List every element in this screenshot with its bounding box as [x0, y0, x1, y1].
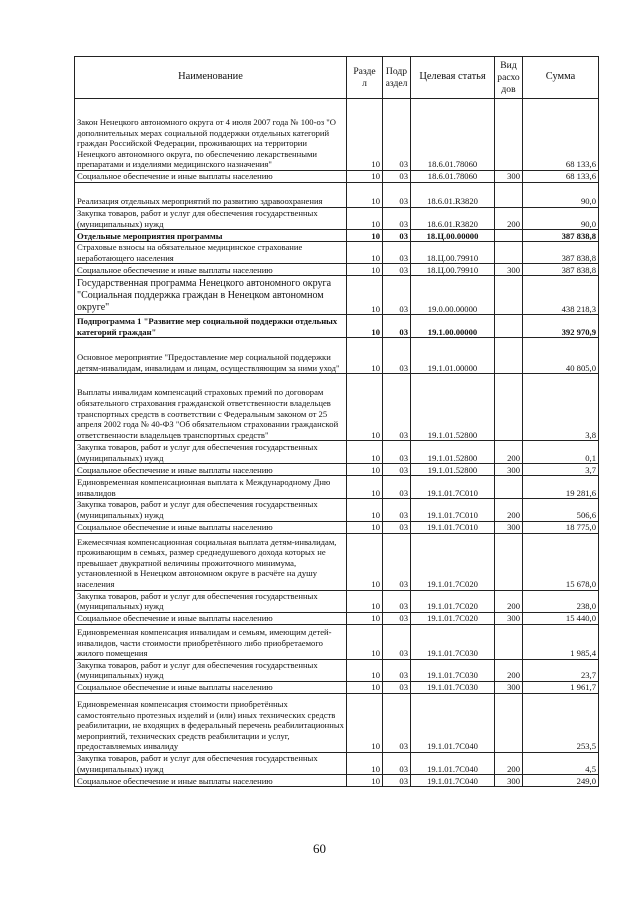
row-name: Страховые взносы на обязательное медицинское страхование неработающего населения	[75, 242, 347, 264]
row-section: 10	[347, 441, 383, 464]
table-row	[75, 752, 599, 774]
row-expense-type	[495, 374, 523, 441]
row-target-article: 19.1.01.7С020	[411, 612, 495, 624]
row-section: 10	[347, 183, 383, 208]
row-expense-type: 300	[495, 264, 523, 276]
row-section: 10	[347, 775, 383, 787]
row-sum: 506,6	[523, 499, 599, 521]
row-sum: 15 440,0	[523, 612, 599, 624]
row-name: Государственная программа Ненецкого автономного округа "Социальная поддержка граждан в Ненецком автономном округе"	[75, 276, 347, 315]
row-sum: 68 133,6	[523, 99, 599, 171]
row-subsection: 03	[383, 276, 411, 315]
row-subsection: 03	[383, 612, 411, 624]
row-subsection: 03	[383, 230, 411, 242]
row-expense-type	[495, 693, 523, 752]
row-section: 10	[347, 659, 383, 681]
row-sum: 1 961,7	[523, 681, 599, 693]
row-expense-type	[495, 242, 523, 264]
header-target-article: Целевая статья	[411, 57, 495, 99]
row-section: 10	[347, 499, 383, 521]
row-expense-type: 300	[495, 775, 523, 787]
row-name: Социальное обеспечение и иные выплаты населению	[75, 612, 347, 624]
row-target-article: 19.1.01.7С010	[411, 476, 495, 499]
table-row	[75, 775, 599, 787]
row-expense-type	[495, 315, 523, 338]
row-subsection: 03	[383, 521, 411, 533]
row-expense-type	[495, 230, 523, 242]
row-section: 10	[347, 242, 383, 264]
row-section: 10	[347, 99, 383, 171]
row-subsection: 03	[383, 441, 411, 464]
row-target-article: 19.1.01.7С030	[411, 681, 495, 693]
header-sum: Сумма	[523, 57, 599, 99]
table-row	[75, 338, 599, 374]
table-row	[75, 533, 599, 590]
header-expense-type: Вид расхо дов	[495, 57, 523, 99]
row-name: Социальное обеспечение и иные выплаты населению	[75, 521, 347, 533]
header-name: Наименование	[75, 57, 347, 99]
row-sum: 3,8	[523, 374, 599, 441]
row-subsection: 03	[383, 338, 411, 374]
row-subsection: 03	[383, 476, 411, 499]
table-row	[75, 681, 599, 693]
row-name: Социальное обеспечение и иные выплаты населению	[75, 775, 347, 787]
row-section: 10	[347, 276, 383, 315]
row-target-article: 18.6.01.78060	[411, 99, 495, 171]
table-row	[75, 590, 599, 612]
row-section: 10	[347, 338, 383, 374]
row-target-article: 19.1.01.52800	[411, 441, 495, 464]
row-section: 10	[347, 693, 383, 752]
budget-table	[74, 56, 599, 787]
row-subsection: 03	[383, 464, 411, 476]
row-target-article: 18.Ц.00.79910	[411, 242, 495, 264]
row-section: 10	[347, 590, 383, 612]
row-name: Единовременная компенсационная выплата к Международному Дню инвалидов	[75, 476, 347, 499]
row-sum: 18 775,0	[523, 521, 599, 533]
row-sum: 387 838,8	[523, 264, 599, 276]
table-row	[75, 464, 599, 476]
row-section: 10	[347, 533, 383, 590]
budget-table-container	[74, 56, 599, 787]
row-subsection: 03	[383, 208, 411, 230]
row-subsection: 03	[383, 171, 411, 183]
row-expense-type: 200	[495, 441, 523, 464]
row-subsection: 03	[383, 533, 411, 590]
row-name: Выплаты инвалидам компенсаций страховых премий по договорам обязательного страхования гражданской ответственности владельцев транспортных средств в соответствии с Федеральным законом от 25 апреля 2002 года № 40-ФЗ "Об обязательном страховании гражданской ответственности владельцев транспортных средств"	[75, 374, 347, 441]
header-subsection: Подр аздел	[383, 57, 411, 99]
row-target-article: 19.1.01.7С040	[411, 693, 495, 752]
row-target-article: 19.1.01.7С040	[411, 775, 495, 787]
row-subsection: 03	[383, 183, 411, 208]
row-expense-type: 300	[495, 612, 523, 624]
row-expense-type: 200	[495, 590, 523, 612]
row-sum: 1 985,4	[523, 624, 599, 659]
row-section: 10	[347, 374, 383, 441]
row-subsection: 03	[383, 242, 411, 264]
table-row	[75, 230, 599, 242]
table-row	[75, 693, 599, 752]
row-target-article: 19.1.00.00000	[411, 315, 495, 338]
row-sum: 0,1	[523, 441, 599, 464]
row-sum: 253,5	[523, 693, 599, 752]
row-subsection: 03	[383, 752, 411, 774]
row-expense-type: 200	[495, 659, 523, 681]
row-sum: 19 281,6	[523, 476, 599, 499]
row-subsection: 03	[383, 374, 411, 441]
table-body	[75, 99, 599, 787]
row-subsection: 03	[383, 315, 411, 338]
row-subsection: 03	[383, 693, 411, 752]
row-subsection: 03	[383, 99, 411, 171]
table-row	[75, 183, 599, 208]
table-row	[75, 208, 599, 230]
row-target-article: 19.1.01.7С020	[411, 533, 495, 590]
row-subsection: 03	[383, 624, 411, 659]
row-target-article: 19.1.01.52800	[411, 374, 495, 441]
row-sum: 4,5	[523, 752, 599, 774]
row-section: 10	[347, 208, 383, 230]
row-expense-type: 300	[495, 521, 523, 533]
row-subsection: 03	[383, 775, 411, 787]
row-name: Единовременная компенсация инвалидам и семьям, имеющим детей-инвалидов, части стоимости приобретённого либо приобретаемого жилого помещения	[75, 624, 347, 659]
row-name: Социальное обеспечение и иные выплаты населению	[75, 681, 347, 693]
row-sum: 15 678,0	[523, 533, 599, 590]
row-name: Ежемесячная компенсационная социальная выплата детям-инвалидам, проживающим в семьях, размер среднедушевого дохода которых не превышает двукратной величины прожиточного минимума, установленной в Ненецком автономном округе в расчёте на душу населения	[75, 533, 347, 590]
row-expense-type: 200	[495, 752, 523, 774]
row-expense-type: 300	[495, 171, 523, 183]
row-name: Закупка товаров, работ и услуг для обеспечения государственных (муниципальных) нужд	[75, 441, 347, 464]
row-name: Закон Ненецкого автономного округа от 4 июля 2007 года № 100-оз "О дополнительных мерах социальной поддержки отдельных категорий граждан Российской Федерации, проживающих на территории Ненецкого автономного округа, по обеспечению лекарственными препаратами и изделиями медицинского назначения"	[75, 99, 347, 171]
row-target-article: 19.1.01.7С030	[411, 659, 495, 681]
header-section: Разде л	[347, 57, 383, 99]
row-name: Реализация отдельных мероприятий по развитию здравоохранения	[75, 183, 347, 208]
row-section: 10	[347, 521, 383, 533]
row-name: Единовременная компенсация стоимости приобретённых самостоятельно протезных изделий и (или) иных технических средств реабилитации, не входящих в федеральный перечень реабилитационных мероприятий, технических средств реабилитации и услуг, предоставляемых инвалиду	[75, 693, 347, 752]
row-subsection: 03	[383, 264, 411, 276]
row-name: Закупка товаров, работ и услуг для обеспечения государственных (муниципальных) нужд	[75, 590, 347, 612]
row-target-article: 19.1.01.52800	[411, 464, 495, 476]
row-expense-type	[495, 183, 523, 208]
row-expense-type	[495, 533, 523, 590]
row-sum: 23,7	[523, 659, 599, 681]
row-expense-type	[495, 476, 523, 499]
row-sum: 392 970,9	[523, 315, 599, 338]
row-target-article: 18.6.01.R3820	[411, 183, 495, 208]
row-sum: 40 805,0	[523, 338, 599, 374]
row-target-article: 19.1.01.00000	[411, 338, 495, 374]
row-target-article: 19.1.01.7С040	[411, 752, 495, 774]
row-sum: 3,7	[523, 464, 599, 476]
table-header-row	[75, 57, 599, 99]
row-expense-type: 200	[495, 208, 523, 230]
row-section: 10	[347, 315, 383, 338]
row-target-article: 19.1.01.7С020	[411, 590, 495, 612]
table-row	[75, 171, 599, 183]
row-name: Отдельные мероприятия программы	[75, 230, 347, 242]
table-row	[75, 315, 599, 338]
table-row	[75, 264, 599, 276]
table-row	[75, 612, 599, 624]
row-section: 10	[347, 681, 383, 693]
table-row	[75, 99, 599, 171]
row-name: Социальное обеспечение и иные выплаты населению	[75, 464, 347, 476]
row-name: Социальное обеспечение и иные выплаты населению	[75, 171, 347, 183]
row-sum: 90,0	[523, 208, 599, 230]
row-section: 10	[347, 624, 383, 659]
row-sum: 438 218,3	[523, 276, 599, 315]
row-name: Социальное обеспечение и иные выплаты населению	[75, 264, 347, 276]
row-sum: 238,0	[523, 590, 599, 612]
row-target-article: 19.1.01.7С010	[411, 521, 495, 533]
row-section: 10	[347, 464, 383, 476]
row-expense-type: 200	[495, 499, 523, 521]
row-target-article: 18.Ц.00.79910	[411, 264, 495, 276]
table-row	[75, 374, 599, 441]
row-section: 10	[347, 264, 383, 276]
row-name: Закупка товаров, работ и услуг для обеспечения государственных (муниципальных) нужд	[75, 659, 347, 681]
row-section: 10	[347, 476, 383, 499]
table-row	[75, 476, 599, 499]
row-section: 10	[347, 612, 383, 624]
row-name: Основное мероприятие "Предоставление мер социальной поддержки детям-инвалидам, инвалидам и лицам, осуществляющим за ними уход"	[75, 338, 347, 374]
table-row	[75, 276, 599, 315]
row-expense-type: 300	[495, 464, 523, 476]
row-name: Подпрограмма 1 "Развитие мер социальной поддержки отдельных категорий граждан"	[75, 315, 347, 338]
row-section: 10	[347, 752, 383, 774]
row-expense-type	[495, 276, 523, 315]
table-row	[75, 499, 599, 521]
row-sum: 249,0	[523, 775, 599, 787]
row-target-article: 18.6.01.78060	[411, 171, 495, 183]
row-expense-type	[495, 99, 523, 171]
row-name: Закупка товаров, работ и услуг для обеспечения государственных (муниципальных) нужд	[75, 752, 347, 774]
row-sum: 387 838,8	[523, 230, 599, 242]
row-expense-type	[495, 338, 523, 374]
row-sum: 90,0	[523, 183, 599, 208]
row-expense-type	[495, 624, 523, 659]
row-expense-type: 300	[495, 681, 523, 693]
page-number: 60	[313, 841, 326, 856]
table-row	[75, 659, 599, 681]
row-name: Закупка товаров, работ и услуг для обеспечения государственных (муниципальных) нужд	[75, 499, 347, 521]
row-section: 10	[347, 230, 383, 242]
row-name: Закупка товаров, работ и услуг для обеспечения государственных (муниципальных) нужд	[75, 208, 347, 230]
row-target-article: 19.1.01.7С030	[411, 624, 495, 659]
row-subsection: 03	[383, 590, 411, 612]
table-row	[75, 242, 599, 264]
row-target-article: 18.Ц.00.00000	[411, 230, 495, 242]
table-row	[75, 521, 599, 533]
table-row	[75, 624, 599, 659]
row-sum: 387 838,8	[523, 242, 599, 264]
row-target-article: 19.1.01.7С010	[411, 499, 495, 521]
row-subsection: 03	[383, 659, 411, 681]
table-row	[75, 441, 599, 464]
row-subsection: 03	[383, 499, 411, 521]
row-sum: 68 133,6	[523, 171, 599, 183]
row-target-article: 19.0.00.00000	[411, 276, 495, 315]
row-section: 10	[347, 171, 383, 183]
row-target-article: 18.6.01.R3820	[411, 208, 495, 230]
row-subsection: 03	[383, 681, 411, 693]
